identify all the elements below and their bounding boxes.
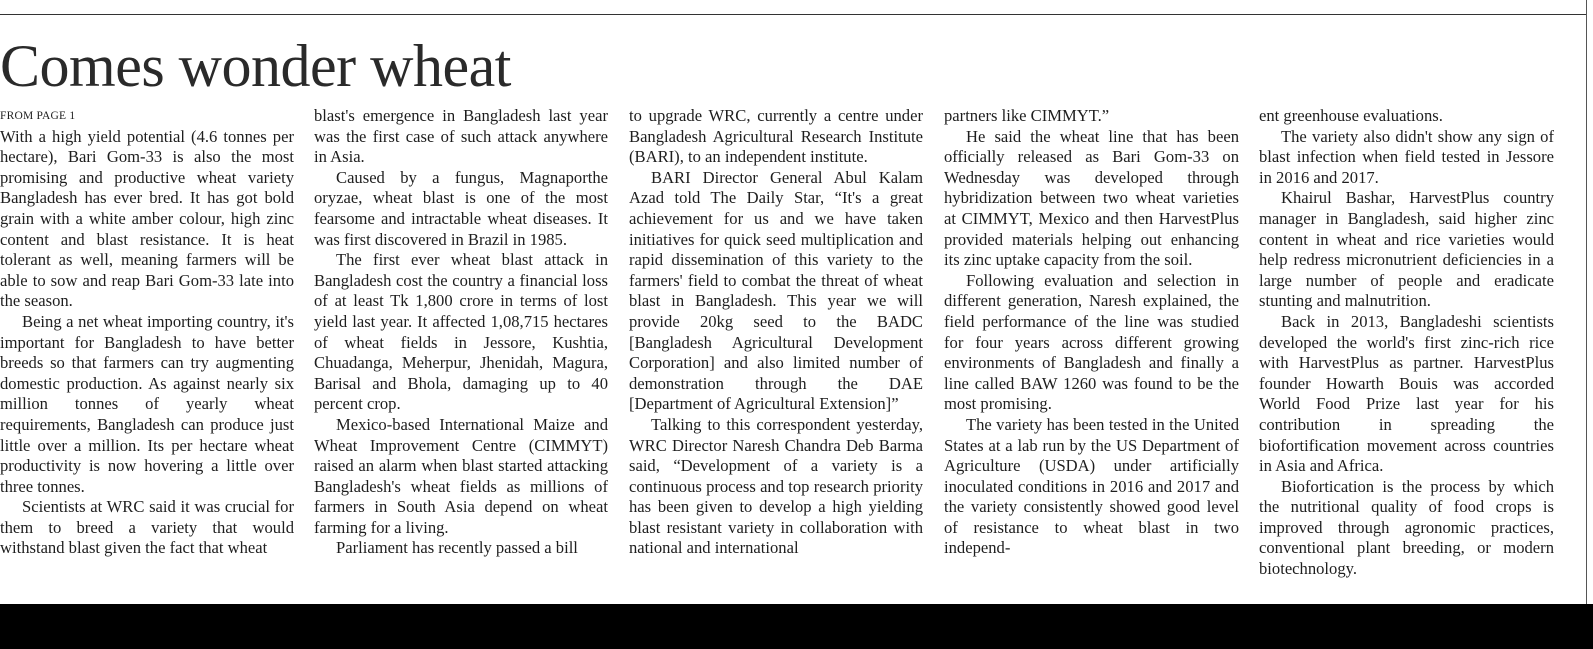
article-column-3 bbox=[629, 106, 923, 610]
paragraph: The first ever wheat blast attack in Bangladesh cost the country a financial loss of at least Tk 1,800 crore in terms of lost yield last year. It affected 1,08,715 hectares of wheat fields in Jessore, Kushtia, Chuadanga, Meherpur, Jhenidah, Magura, Barisal and Bhola, damaging up to 40 percent crop. bbox=[314, 250, 608, 414]
top-rule bbox=[0, 14, 1586, 15]
paragraph: Talking to this correspondent yesterday, WRC Director Naresh Chandra Deb Barma said, “Development of a variety is a continuous process and top research priority has been given to develop a high yielding blast resistant variety in collaboration with national and international bbox=[629, 414, 923, 558]
article-column-2 bbox=[314, 106, 608, 610]
paragraph: partners like CIMMYT.” bbox=[944, 106, 1110, 125]
paragraph: The variety has been tested in the United States at a lab run by the US Department of Agriculture (USDA) under artificially inoculated conditions in 2016 and 2017 and the variety consistently showed good level of resistance to wheat blast in two independ- bbox=[944, 414, 1239, 558]
headline: Comes wonder wheat bbox=[0, 33, 511, 99]
paragraph: The variety also didn't show any sign of blast infection when field tested in Jessore in 2016 and 2017. bbox=[1259, 126, 1554, 187]
article-column-5 bbox=[1259, 106, 1554, 610]
paragraph: Biofortication is the process by which the nutritional quality of food crops is improved through agronomic practices, conventional plant breeding, or modern biotechnology. bbox=[1259, 476, 1554, 579]
paragraph: He said the wheat line that has been officially released as Bari Gom-33 on Wednesday was developed through hybridization between two wheat varieties at CIMMYT, Mexico and then HarvestPlus provided materials helping out enhancing its zinc uptake capacity from the soil. bbox=[944, 126, 1239, 270]
article-column-1 bbox=[0, 106, 294, 610]
article-column-4 bbox=[944, 106, 1239, 610]
paragraph: to upgrade WRC, currently a centre under Bangladesh Agricultural Research Institute (BARI), to an independent institute. bbox=[629, 106, 923, 167]
right-column-rule bbox=[1586, 0, 1587, 608]
bottom-black-band bbox=[0, 604, 1593, 649]
paragraph: Being a net wheat importing country, it's important for Bangladesh to have better breeds so that farmers can try augmenting domestic production. As against nearly six million tonnes of yearly wheat requirements, Bangladesh can produce just little over a million. Its per hectare wheat productivity is now hovering a little over three tonnes. bbox=[0, 311, 294, 496]
paragraph: Parliament has recently passed a bill bbox=[336, 538, 578, 558]
paragraph: With a high yield potential (4.6 tonnes per hectare), Bari Gom-33 is also the most promising and productive wheat variety Bangladesh has ever bred. It has got bold grain with a white amber colour, high zinc content and blast resistance. It is heat tolerant as well, meaning farmers will be able to sow and reap Bari Gom-33 late into the season. bbox=[0, 126, 294, 311]
paragraph: Mexico-based International Maize and Wheat Improvement Centre (CIMMYT) raised an alarm when blast started attacking Bangladesh's wheat fields as millions of farmers in South Asia depend on wheat farming for a living. bbox=[314, 414, 608, 537]
paragraph: Following evaluation and selection in different generation, Naresh explained, the field performance of the line was studied for four years across different growing environments of Bangladesh and finally a line called BAW 1260 was found to be the most promising. bbox=[944, 270, 1239, 414]
paragraph: Back in 2013, Bangladeshi scientists developed the world's first zinc-rich rice with HarvestPlus as partner. HarvestPlus founder Howarth Bouis was accorded World Food Prize last year for his contribution in spreading the biofortification movement across countries in Asia and Africa. bbox=[1259, 311, 1554, 476]
paragraph: ent greenhouse evaluations. bbox=[1259, 106, 1443, 125]
paragraph: BARI Director General Abul Kalam Azad told The Daily Star, “It's a great achievement for us and we have taken initiatives for quick seed multiplication and rapid dissemination of this variety to the farmers' field to combat the threat of wheat blast in Bangladesh. This year we will provide 20kg seed to the BADC [Bangladesh Agricultural Development Corporation] and also limited number of demonstration through the DAE [Department of Agricultural Extension]” bbox=[629, 167, 923, 414]
paragraph: blast's emergence in Bangladesh last year was the first case of such attack anywhere in Asia. bbox=[314, 106, 608, 167]
paragraph: Khairul Bashar, HarvestPlus country manager in Bangladesh, said higher zinc content in wheat and rice varieties would help redress micronutrient deficiencies in a large number of people and eradicate stunting and malnutrition. bbox=[1259, 188, 1554, 311]
paragraph: Scientists at WRC said it was crucial for them to breed a variety that would withstand blast given the fact that wheat bbox=[0, 497, 294, 558]
continuation-kicker: FROM PAGE 1 bbox=[0, 110, 76, 122]
paragraph: Caused by a fungus, Magnaporthe oryzae, wheat blast is one of the most fearsome and intractable wheat diseases. It was first discovered in Brazil in 1985. bbox=[314, 167, 608, 249]
